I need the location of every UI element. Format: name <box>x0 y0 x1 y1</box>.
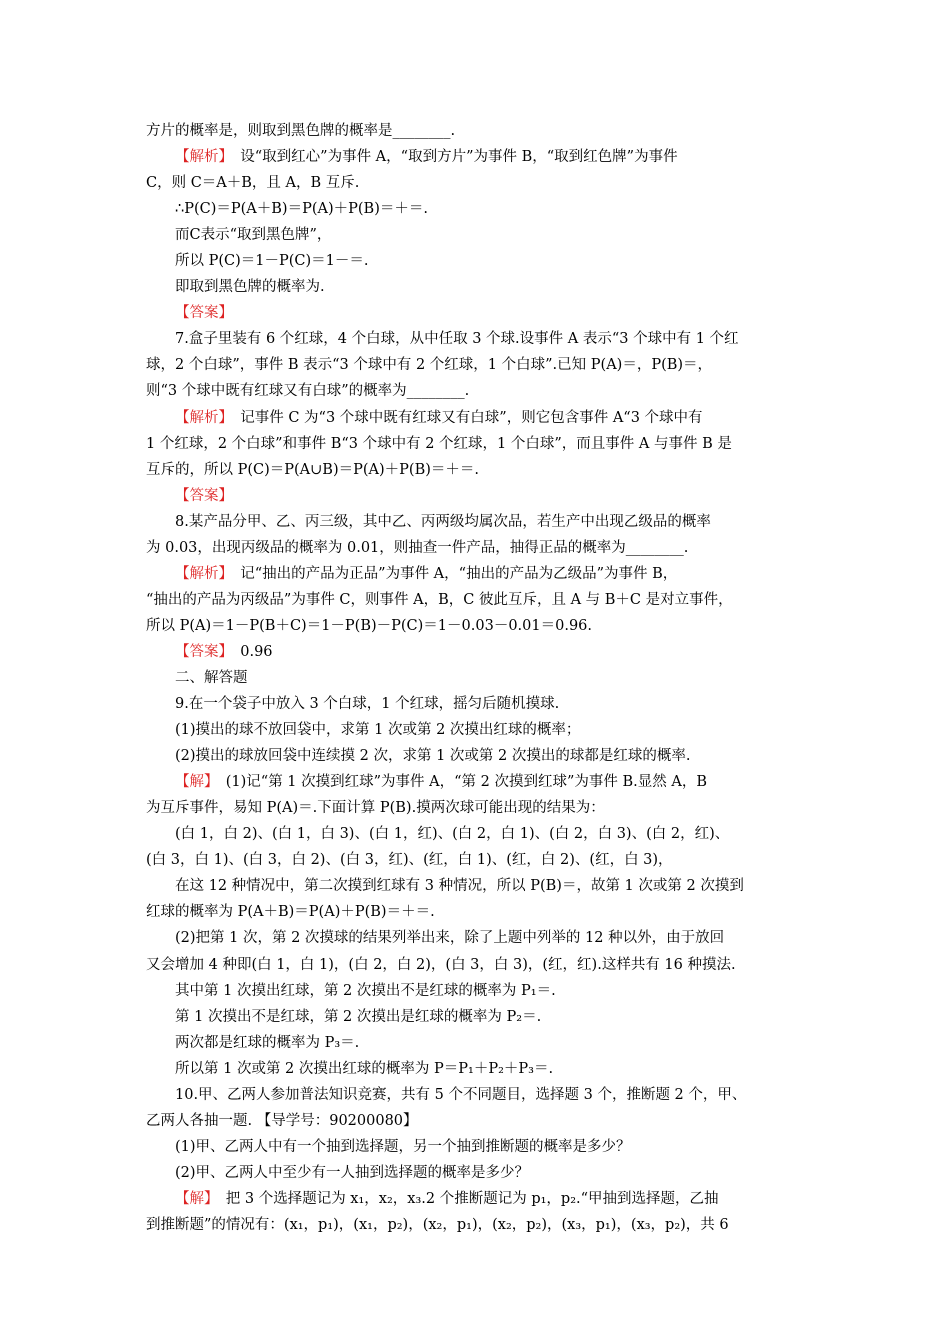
line-text: (1)摸出的球不放回袋中，求第 1 次或第 2 次摸出红球的概率； <box>175 722 581 739</box>
text-line <box>146 118 806 144</box>
section-tag: 【解析】 <box>175 409 226 426</box>
text-line <box>146 795 806 821</box>
text-line <box>146 352 806 378</box>
line-text: 而C表示“取到黑色牌”， <box>175 227 332 244</box>
text-line <box>146 1186 806 1212</box>
text-line <box>146 274 806 300</box>
line-text: (1)甲、乙两人中有一个抽到选择题，另一个抽到推断题的概率是多少？ <box>175 1138 631 1155</box>
text-line <box>146 691 806 717</box>
text-line <box>146 1082 806 1108</box>
text-line <box>146 561 806 587</box>
section-tag: 【解析】 <box>175 565 226 582</box>
text-line <box>146 222 806 248</box>
line-text: 第 1 次摸出不是红球，第 2 次摸出是红球的概率为 P₂＝. <box>175 1008 542 1025</box>
text-line <box>146 1134 806 1160</box>
text-line <box>146 378 806 404</box>
line-text: 其中第 1 次摸出红球，第 2 次摸出不是红球的概率为 P₁＝. <box>175 982 556 999</box>
line-text: (2)把第 1 次，第 2 次摸球的结果列举出来，除了上题中列举的 12 种以外，由于放回 <box>175 930 725 947</box>
line-text: 即取到黑色牌的概率为. <box>175 279 325 296</box>
line-text: 方片的概率是，则取到黑色牌的概率是________. <box>146 123 456 139</box>
line-text: 10.甲、乙两人参加普法知识竞赛，共有 5 个不同题目，选择题 3 个，推断题 2 个，甲、 <box>175 1086 747 1103</box>
text-line <box>146 639 806 665</box>
line-text: 为 0.03，出现丙级品的概率为 0.01，则抽查一件产品，抽得正品的概率为________. <box>146 539 689 556</box>
text-line <box>146 743 806 769</box>
line-text: 又会增加 4 种即(白 1，白 1)，(白 2，白 2)，(白 3，白 3)，(红，红).这样共有 16 种摸法. <box>146 956 736 973</box>
line-text: 两次都是红球的概率为 P₃＝. <box>175 1034 360 1051</box>
line-text: 在这 12 种情况中，第二次摸到红球有 3 种情况，所以 P(B)＝，故第 1 次或第 2 次摸到 <box>175 878 744 895</box>
line-text: “抽出的产品为丙级品”为事件 C，则事件 A，B，C 彼此互斥，且 A 与 B＋C 是对立事件， <box>146 591 733 608</box>
text-line <box>146 405 806 431</box>
line-text: 所以 P(C)＝1－P(C)＝1－＝. <box>175 253 369 270</box>
document-page <box>146 118 806 1238</box>
line-text: 9.在一个袋子中放入 3 个白球，1 个红球，摇匀后随机摸球. <box>175 696 560 713</box>
text-line <box>146 483 806 509</box>
line-text: 互斥的，所以 P(C)＝P(A∪B)＝P(A)＋P(B)＝＋＝. <box>146 461 479 478</box>
line-text: (白 1，白 2)、(白 1，白 3)、(白 1，红)、(白 2，白 1)、(白 2，白 3)、(白 2，红)、 <box>175 826 730 843</box>
line-text: 乙两人各抽一题. 【导学号：90200080】 <box>146 1112 418 1129</box>
text-line <box>146 899 806 925</box>
line-text: 二、解答题 <box>175 669 248 686</box>
line-text: 1 个红球，2 个白球”和事件 B“3 个球中有 2 个红球，1 个白球”，而且事件 A 与事件 B 是 <box>146 435 732 452</box>
line-text: 红球的概率为 P(A＋B)＝P(A)＋P(B)＝＋＝. <box>146 904 435 921</box>
text-line <box>146 1056 806 1082</box>
section-tag: 【解析】 <box>175 149 226 166</box>
text-line <box>146 769 806 795</box>
text-line <box>146 925 806 951</box>
section-tag: 【答案】 <box>175 487 233 504</box>
line-text: (2)摸出的球放回袋中连续摸 2 次，求第 1 次或第 2 次摸出的球都是红球的概率. <box>175 748 691 765</box>
text-line <box>146 978 806 1004</box>
line-text: (2)甲、乙两人中至少有一人抽到选择题的概率是多少？ <box>175 1164 530 1181</box>
line-text: 球，2 个白球”，事件 B 表示“3 个球中有 2 个红球，1 个白球”.已知 P(A)＝，P(B)＝， <box>146 357 713 374</box>
text-line <box>146 847 806 873</box>
text-line <box>146 248 806 274</box>
section-tag: 【答案】 <box>175 305 233 322</box>
line-text: 记“抽出的产品为正品”为事件 A，“抽出的产品为乙级品”为事件 B， <box>225 565 678 582</box>
text-line <box>146 1160 806 1186</box>
line-text: 7.盒子里装有 6 个红球，4 个白球，从中任取 3 个球.设事件 A 表示“3 个球中有 1 个红 <box>175 331 739 348</box>
text-line <box>146 457 806 483</box>
text-line <box>146 1030 806 1056</box>
text-line <box>146 1212 806 1238</box>
line-text: (白 3，白 1)、(白 3，白 2)、(白 3，红)、(红，白 1)、(红，白 2)、(红，白 3)， <box>146 852 673 869</box>
text-line <box>146 1004 806 1030</box>
text-line <box>146 613 806 639</box>
line-text: 0.96 <box>225 643 273 660</box>
line-text: 为互斥事件，易知 P(A)＝.下面计算 P(B).摸两次球可能出现的结果为： <box>146 800 605 817</box>
line-text: C，则 C＝A＋B，且 A，B 互斥. <box>146 175 360 192</box>
text-line <box>146 1108 806 1134</box>
line-text: 设“取到红心”为事件 A，“取到方片”为事件 B，“取到红色牌”为事件 <box>225 149 678 166</box>
text-line <box>146 821 806 847</box>
text-line <box>146 873 806 899</box>
text-line <box>146 952 806 978</box>
text-line <box>146 144 806 170</box>
section-tag: 【答案】 <box>175 643 226 660</box>
text-line <box>146 170 806 196</box>
text-line <box>146 535 806 561</box>
text-line <box>146 665 806 691</box>
text-line <box>146 196 806 222</box>
line-text: (1)记“第 1 次摸到红球”为事件 A，“第 2 次摸到红球”为事件 B.显然 A，B <box>211 774 708 791</box>
line-text: 所以 P(A)＝1－P(B＋C)＝1－P(B)－P(C)＝1－0.03－0.01＝0.96. <box>146 617 593 634</box>
line-text: 把 3 个选择题记为 x₁，x₂，x₃.2 个推断题记为 p₁，p₂.“甲抽到选择题，乙抽 <box>211 1190 719 1207</box>
line-text: 8.某产品分甲、乙、丙三级，其中乙、丙两级均属次品，若生产中出现乙级品的概率 <box>175 513 711 530</box>
line-text: ∴P(C)＝P(A＋B)＝P(A)＋P(B)＝＋＝. <box>175 201 428 218</box>
line-text: 记事件 C 为“3 个球中既有红球又有白球”，则它包含事件 A“3 个球中有 <box>225 409 703 426</box>
text-line <box>146 587 806 613</box>
text-line <box>146 326 806 352</box>
line-text: 则“3 个球中既有红球又有白球”的概率为________. <box>146 383 470 400</box>
text-line <box>146 509 806 535</box>
section-tag: 【解】 <box>175 1190 212 1207</box>
text-line <box>146 300 806 326</box>
line-text: 到推断题”的情况有：(x₁，p₁)，(x₁，p₂)，(x₂，p₁)，(x₂，p₂)，(x₃，p₁)，(x₃，p₂)，共 6 <box>146 1216 729 1233</box>
line-text: 所以第 1 次或第 2 次摸出红球的概率为 P＝P₁＋P₂＋P₃＝. <box>175 1060 554 1077</box>
text-line <box>146 717 806 743</box>
section-tag: 【解】 <box>175 774 212 791</box>
text-line <box>146 431 806 457</box>
